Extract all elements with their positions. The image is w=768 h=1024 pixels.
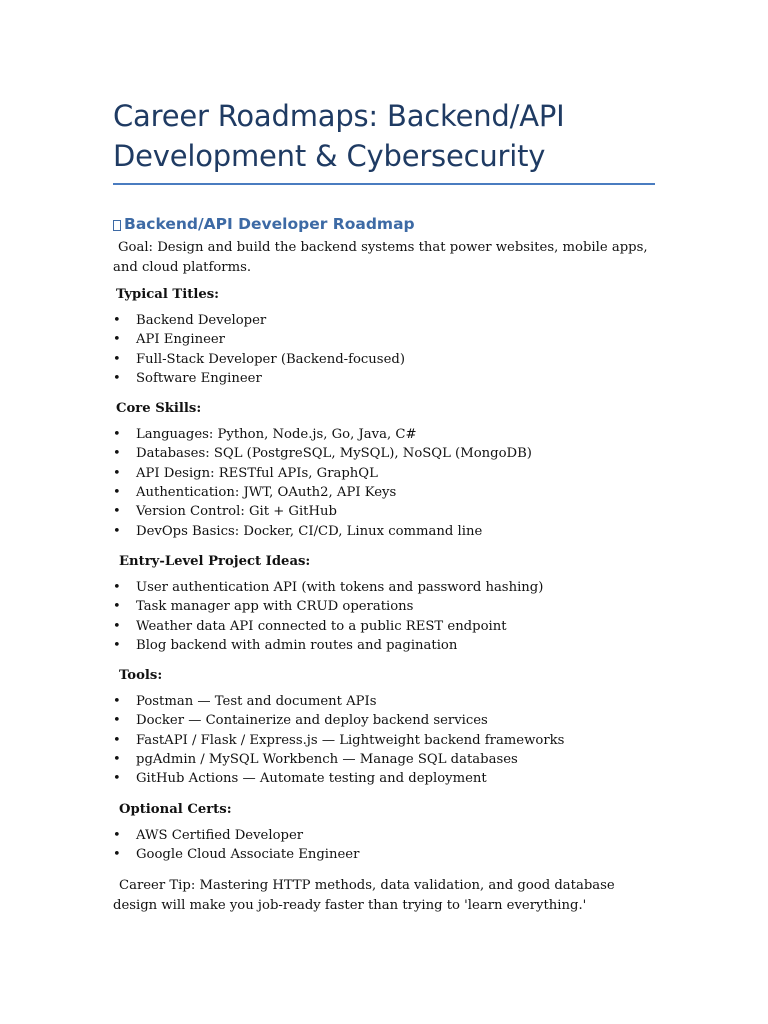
bullet-icon: • — [113, 332, 121, 348]
optional-certs-label: Optional Certs: — [119, 801, 232, 817]
list-item — [113, 444, 655, 463]
bullet-icon: • — [113, 313, 121, 328]
list-item — [113, 464, 655, 483]
career-tip-paragraph: Career Tip: Mastering HTTP methods, data validation, and good database design will make you job-ready faster than trying to 'learn everything.' — [113, 878, 615, 913]
list-item-text: Blog backend with admin routes and pagination — [136, 637, 458, 653]
optional-certs-list — [113, 826, 655, 865]
list-item — [113, 597, 655, 616]
list-item — [113, 425, 655, 444]
list-item — [113, 845, 655, 864]
bullet-icon: • — [113, 427, 121, 443]
project-ideas-list — [113, 578, 655, 655]
list-item — [113, 750, 655, 769]
bullet-icon: • — [113, 351, 121, 367]
list-item — [113, 369, 655, 388]
typical-titles-list — [113, 311, 655, 388]
list-item-text: GitHub Actions — Automate testing and deployment — [136, 771, 487, 787]
bullet-icon: • — [113, 579, 121, 595]
bullet-icon: • — [113, 446, 121, 462]
list-item-text: DevOps Basics: Docker, CI/CD, Linux command line — [136, 523, 483, 539]
document-page — [113, 96, 655, 915]
bullet-icon: • — [113, 618, 121, 634]
list-item-text: Software Engineer — [136, 370, 262, 386]
list-item-text: Databases: SQL (PostgreSQL, MySQL), NoSQL (MongoDB) — [136, 446, 532, 462]
bullet-icon: • — [113, 713, 121, 729]
goal-paragraph: Goal: Design and build the backend systems that power websites, mobile apps, and cloud platforms. — [113, 240, 648, 275]
list-item — [113, 522, 655, 541]
list-item-text: User authentication API (with tokens and password hashing) — [136, 579, 544, 595]
list-item — [113, 311, 655, 330]
list-item — [113, 731, 655, 750]
list-item-text: Task manager app with CRUD operations — [136, 599, 414, 615]
list-item — [113, 617, 655, 636]
list-item-text: Full-Stack Developer (Backend-focused) — [136, 351, 405, 367]
bullet-icon: • — [113, 732, 121, 748]
bullet-icon: • — [113, 370, 121, 386]
list-item-text: pgAdmin / MySQL Workbench — Manage SQL databases — [136, 752, 518, 768]
tools-list — [113, 692, 655, 788]
list-item-text: API Design: RESTful APIs, GraphQL — [136, 465, 378, 481]
list-item — [113, 769, 655, 788]
bullet-icon: • — [113, 752, 121, 768]
bullet-icon: • — [113, 827, 121, 843]
bullet-icon: • — [113, 465, 121, 481]
list-item — [113, 330, 655, 349]
list-item-text: FastAPI / Flask / Express.js — Lightweight backend frameworks — [136, 732, 565, 748]
list-item-text: Docker — Containerize and deploy backend services — [136, 713, 488, 729]
document-title: Career Roadmaps: Backend/API Development & Cybersecurity — [113, 99, 565, 173]
list-item-text: Postman — Test and document APIs — [136, 694, 377, 710]
section-heading-text: Backend/API Developer Roadmap — [124, 215, 415, 233]
bullet-icon: • — [113, 771, 121, 787]
list-item-text: Weather data API connected to a public REST endpoint — [136, 618, 507, 634]
bullet-icon: • — [113, 504, 121, 520]
list-item — [113, 350, 655, 369]
list-item-text: Version Control: Git + GitHub — [136, 504, 337, 520]
bullet-icon: • — [113, 599, 121, 615]
list-item-text: Google Cloud Associate Engineer — [136, 846, 360, 862]
section-heading — [113, 213, 655, 235]
tools-label: Tools: — [119, 668, 163, 684]
core-skills-list — [113, 425, 655, 541]
list-item — [113, 502, 655, 521]
bullet-icon: • — [113, 485, 121, 501]
list-item — [113, 711, 655, 730]
list-item — [113, 578, 655, 597]
list-item-text: Backend Developer — [136, 313, 267, 328]
list-item — [113, 483, 655, 502]
list-item-text: AWS Certified Developer — [136, 827, 304, 843]
list-item — [113, 826, 655, 845]
list-item-text: API Engineer — [136, 332, 225, 348]
list-item-text: Languages: Python, Node.js, Go, Java, C# — [136, 427, 417, 443]
list-item — [113, 636, 655, 655]
project-ideas-label: Entry-Level Project Ideas: — [119, 553, 311, 569]
bullet-icon: • — [113, 846, 121, 862]
bullet-icon: • — [113, 637, 121, 653]
title-underline — [113, 183, 655, 185]
missing-glyph-icon — [113, 220, 121, 231]
bullet-icon: • — [113, 694, 121, 710]
core-skills-label: Core Skills: — [116, 401, 202, 417]
list-item — [113, 692, 655, 711]
typical-titles-label: Typical Titles: — [116, 287, 220, 302]
list-item-text: Authentication: JWT, OAuth2, API Keys — [136, 485, 397, 501]
bullet-icon: • — [113, 523, 121, 539]
